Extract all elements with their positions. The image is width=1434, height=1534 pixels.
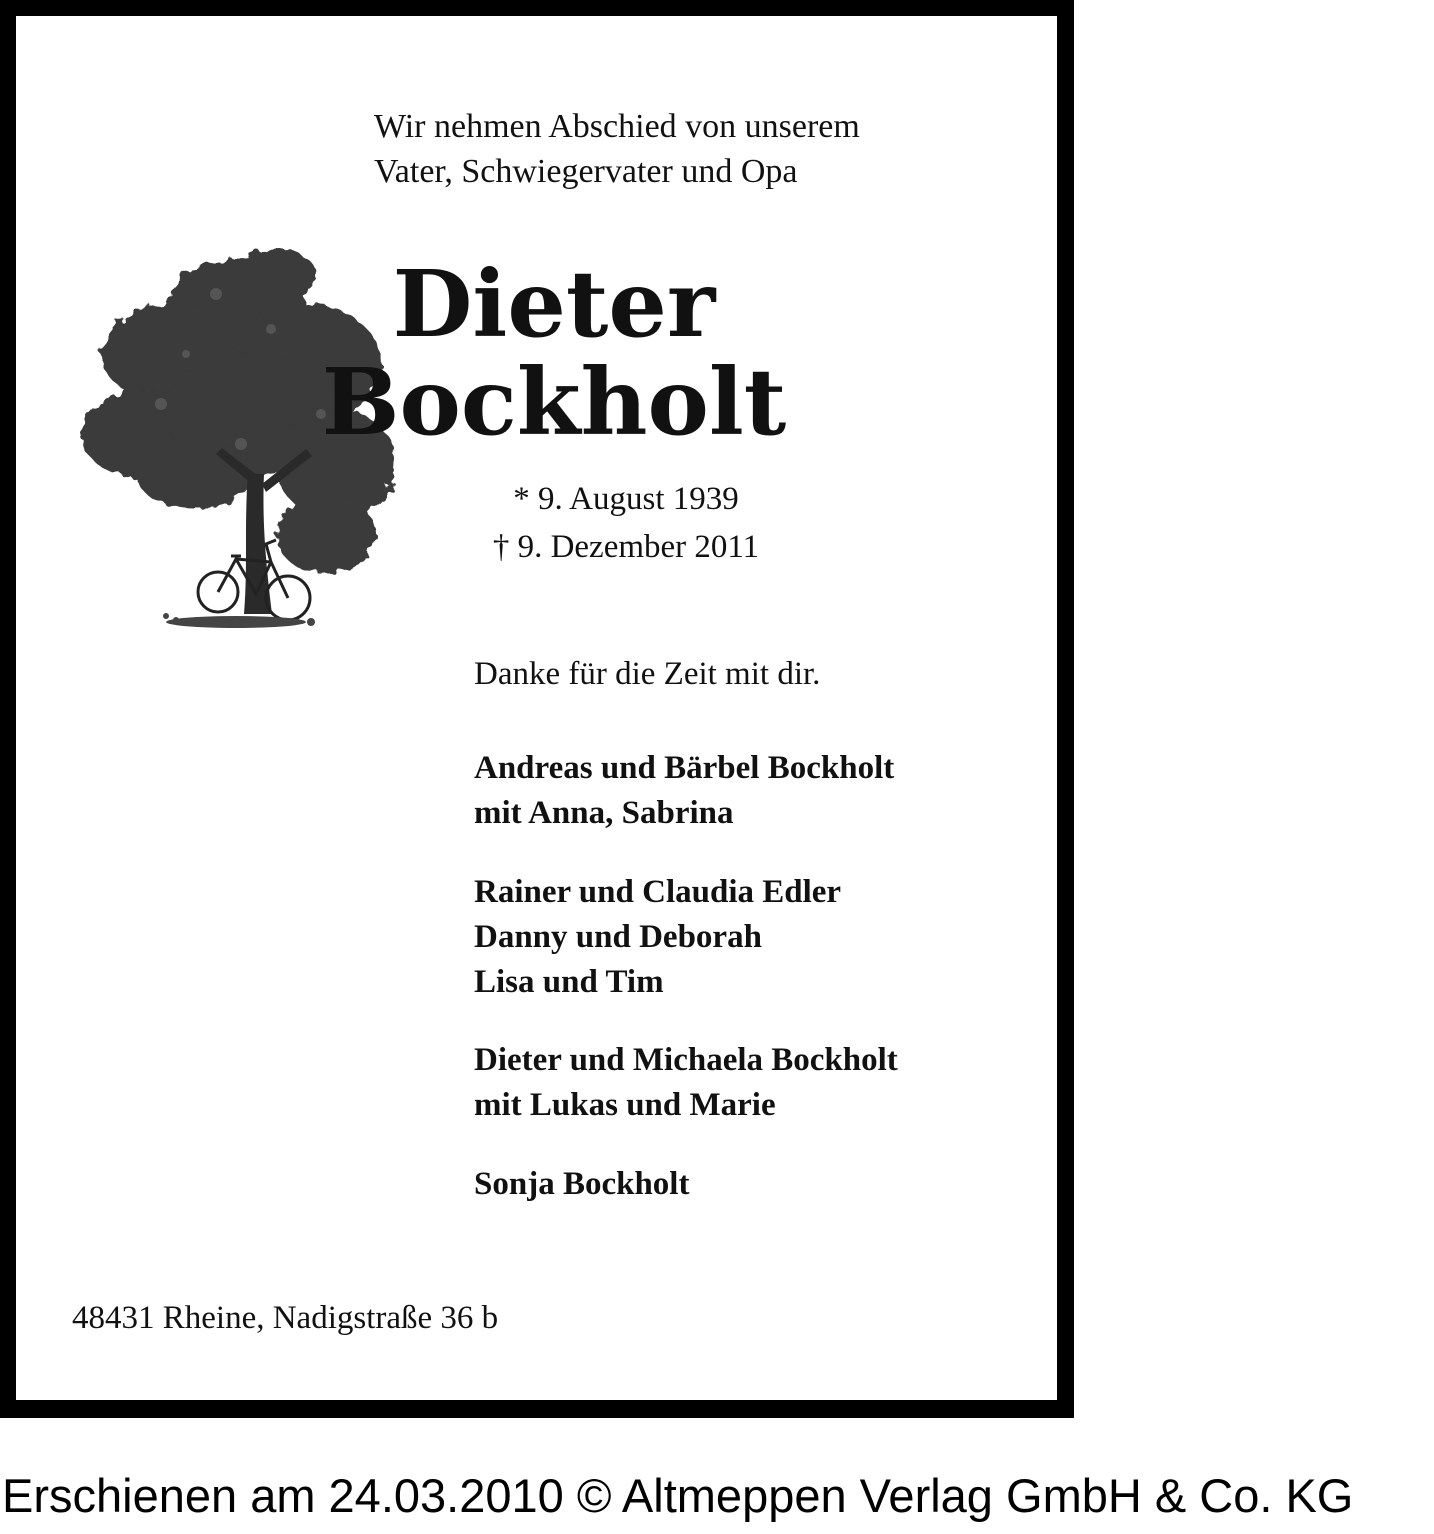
family-line: mit Anna, Sabrina xyxy=(474,795,734,831)
address: 48431 Rheine, Nadigstraße 36 b xyxy=(72,1300,499,1336)
family-line: Dieter und Michaela Bockholt xyxy=(474,1042,898,1078)
intro-text xyxy=(374,104,860,194)
family-line: mit Lukas und Marie xyxy=(474,1087,776,1123)
family-line: Sonja Bockholt xyxy=(474,1166,690,1202)
intro-line: Vater, Schwiegervater und Opa xyxy=(374,153,798,190)
family-group xyxy=(474,746,894,836)
deceased-last-name: Bockholt xyxy=(321,348,787,456)
family-line: Andreas und Bärbel Bockholt xyxy=(474,750,895,786)
deceased-first-name: Dieter xyxy=(392,250,716,358)
birth-date: * 9. August 1939 xyxy=(513,481,739,517)
intro-line: Wir nehmen Abschied von unserem xyxy=(374,108,860,145)
family-group xyxy=(474,870,841,1005)
family-line: Danny und Deborah xyxy=(474,919,762,955)
family-group xyxy=(474,1038,898,1128)
publication-note: Erschienen am 24.03.2010 © Altmeppen Verlag GmbH & Co. KG xyxy=(2,1469,1354,1522)
family-line: Rainer und Claudia Edler xyxy=(474,874,842,910)
thanks-text: Danke für die Zeit mit dir. xyxy=(474,656,821,692)
family-group xyxy=(474,1162,689,1207)
death-date: † 9. Dezember 2011 xyxy=(492,529,760,565)
family-line: Lisa und Tim xyxy=(474,964,664,1000)
